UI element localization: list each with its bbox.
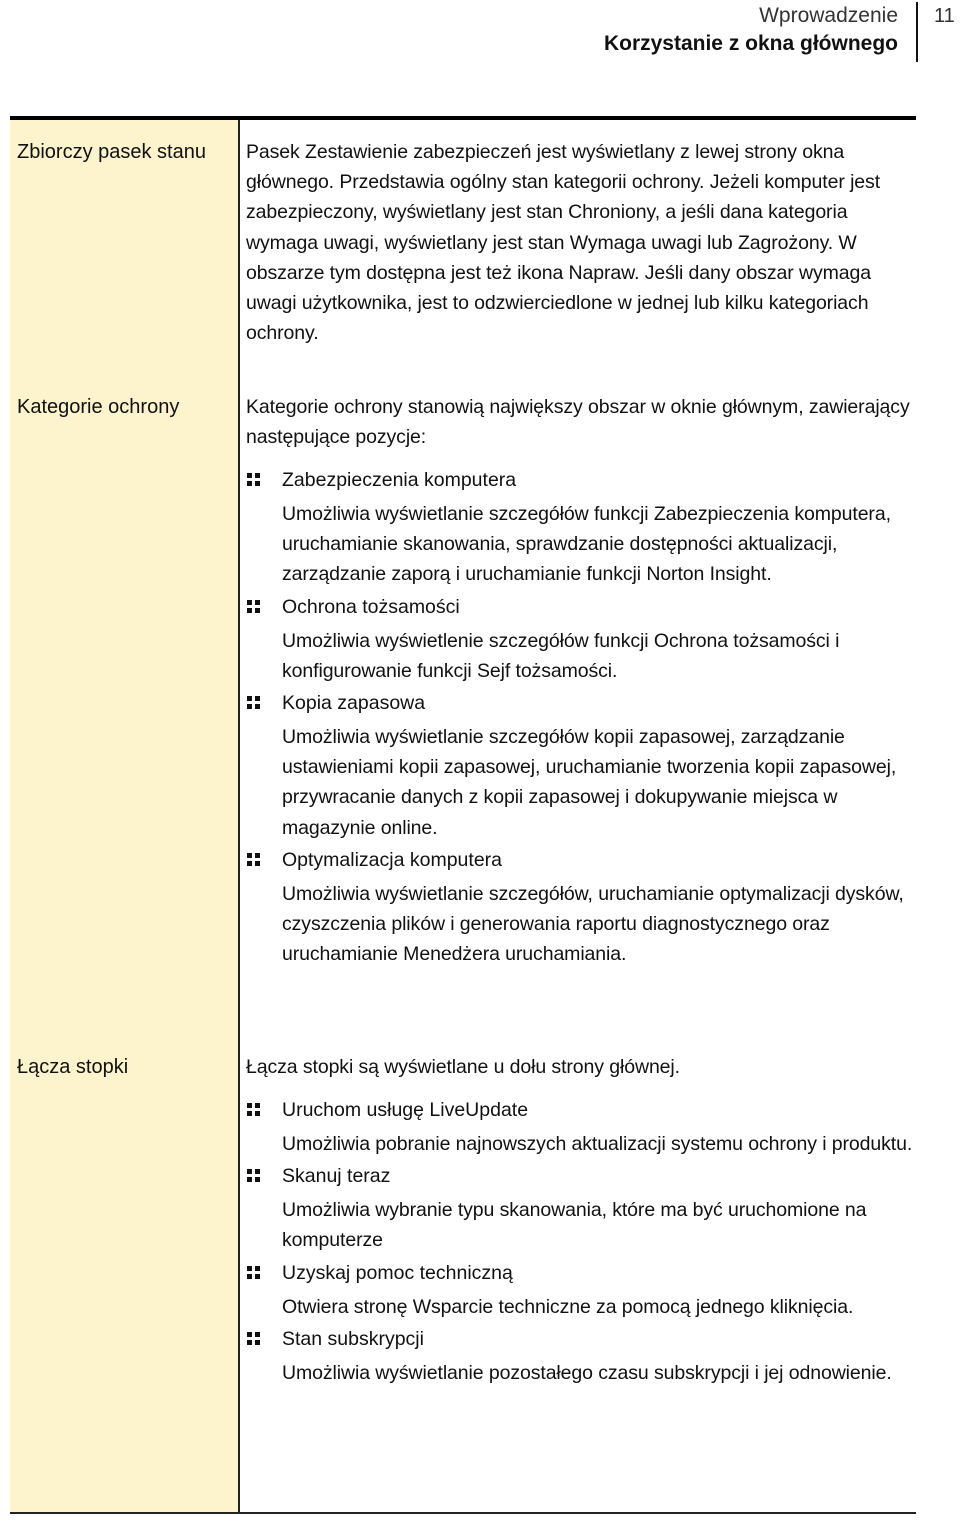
square-bullet-icon <box>247 853 261 867</box>
list-item-title-wrap <box>246 845 914 875</box>
protection-categories-list <box>246 465 914 971</box>
square-bullet-icon <box>247 600 261 614</box>
row-description-status-bar: Pasek Zestawienie zabezpieczeń jest wyświetlany z lewej strony okna głównego. Przedstawia ogólny stan kategorii ochrony. Jeżeli komputer jest zabezpieczony, wyświetlany jest stan Chroniony, a jeśli dana kategoria wymaga uwagi, wyświetlany jest stan Wymaga uwagi lub Zagrożony. W obszarze tym dostępna jest też ikona Napraw. Jeśli dany obszar wymaga uwagi użytkownika, jest to odzwierciedlone w jednej lub kilku kategoriach ochrony. <box>246 141 881 345</box>
list-item-body: Umożliwia wybranie typu skanowania, które ma być uruchomione na komputerze <box>282 1199 867 1252</box>
list-item-body: Umożliwia wyświetlenie szczegółów funkcji Ochrona tożsamości i konfigurowanie funkcji Sejf tożsamości. <box>282 629 840 682</box>
list-item-title-wrap <box>246 1161 914 1191</box>
list-item-title: Skanuj teraz <box>282 1165 391 1188</box>
list-item <box>246 465 914 590</box>
list-item-title-wrap <box>246 465 914 495</box>
header-title: Korzystanie z okna głównego <box>603 32 898 55</box>
row-description-protection-categories: Kategorie ochrony stanowią największy obszar w oknie głównym, zawierający następujące pozycje: <box>246 396 910 449</box>
list-item-title-wrap <box>246 1324 914 1354</box>
square-bullet-icon <box>247 473 261 487</box>
list-item-title-wrap <box>246 592 914 622</box>
square-bullet-icon <box>247 1266 261 1280</box>
list-item-body: Umożliwia wyświetlanie szczegółów funkcji Zabezpieczenia komputera, uruchamianie skanowania, sprawdzanie dostępności aktualizacji, zarządzanie zaporą i uruchamianie funkcji Norton Insight. <box>282 503 891 586</box>
list-item-body: Umożliwia wyświetlanie pozostałego czasu subskrypcji i jej odnowienie. <box>282 1361 892 1384</box>
list-item-title: Uruchom usługę LiveUpdate <box>282 1099 529 1121</box>
square-bullet-icon <box>247 1103 261 1117</box>
list-item <box>246 1095 914 1159</box>
footer-links-list <box>246 1095 914 1390</box>
table-bottom-rule <box>10 1512 916 1514</box>
list-item-body: Umożliwia wyświetlanie szczegółów kopii zapasowej, zarządzanie ustawieniami kopii zapasowej, uruchamianie tworzenia kopii zapasowej, przywracanie danych z kopii zapasowej i dokupywanie miejsca w magazynie online. <box>282 726 897 839</box>
row-label-footer-links: Łącza stopki <box>17 1056 129 1078</box>
row-label-protection-categories: Kategorie ochrony <box>17 396 180 418</box>
header-section: Wprowadzenie <box>759 4 898 27</box>
running-header <box>604 2 898 58</box>
list-item-title: Optymalizacja komputera <box>282 848 503 871</box>
list-item-body: Umożliwia pobranie najnowszych aktualizacji systemu ochrony i produktu. <box>282 1133 913 1155</box>
table-column-divider <box>238 120 240 1512</box>
list-item-title: Zabezpieczenia komputera <box>282 469 517 491</box>
row-description-footer-links: Łącza stopki są wyświetlane u dołu strony głównej. <box>246 1056 680 1078</box>
list-item <box>246 592 914 686</box>
list-item <box>246 845 914 970</box>
list-item-body: Otwiera stronę Wsparcie techniczne za pomocą jednego kliknięcia. <box>282 1295 854 1318</box>
list-item <box>246 1161 914 1255</box>
list-item <box>246 1258 914 1322</box>
list-item-body: Umożliwia wyświetlanie szczegółów, uruchamianie optymalizacji dysków, czyszczenia plików i generowania raportu diagnostycznego oraz uruchamianie Menedżera uruchamiania. <box>282 882 904 966</box>
header-divider <box>916 2 918 62</box>
list-item-title: Stan subskrypcji <box>282 1327 424 1350</box>
list-item <box>246 1324 914 1388</box>
list-item-title: Kopia zapasowa <box>282 692 426 715</box>
list-item-title: Uzyskaj pomoc techniczną <box>282 1261 513 1284</box>
row-label-status-bar: Zbiorczy pasek stanu <box>17 141 206 163</box>
list-item-title-wrap <box>246 1095 914 1125</box>
square-bullet-icon <box>247 696 261 710</box>
square-bullet-icon <box>247 1332 261 1346</box>
table-label-column <box>10 120 238 1512</box>
page-number: 11 <box>934 5 955 27</box>
square-bullet-icon <box>247 1169 261 1183</box>
list-item <box>246 688 914 843</box>
list-item-title-wrap <box>246 688 914 718</box>
list-item-title: Ochrona tożsamości <box>282 595 460 618</box>
list-item-title-wrap <box>246 1258 914 1288</box>
